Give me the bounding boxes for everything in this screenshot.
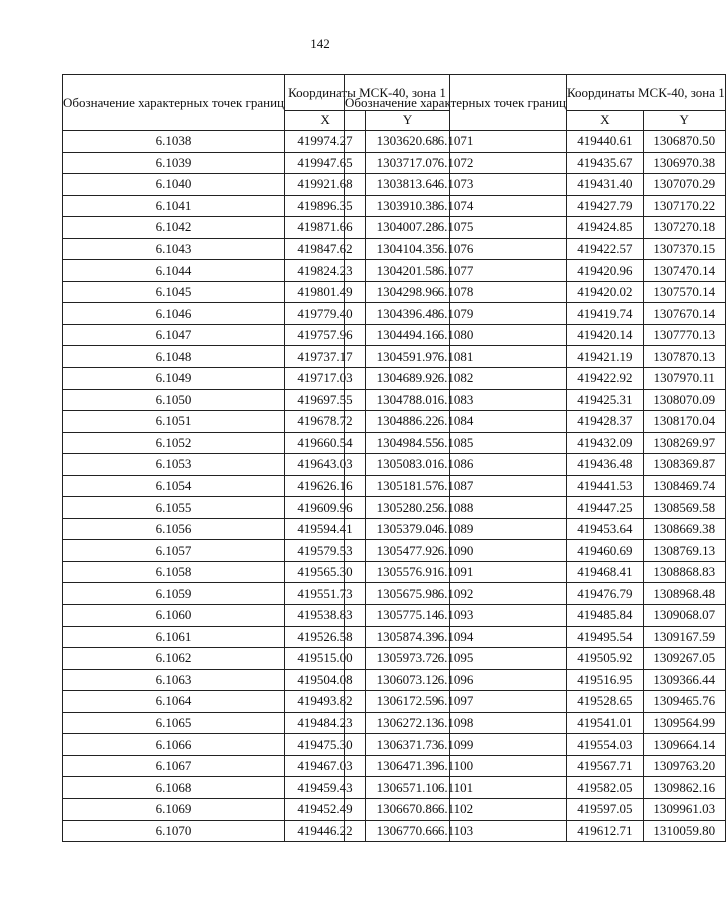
table-row [345, 712, 726, 734]
table-row [345, 561, 726, 583]
x-coordinate-cell: 419757.96 [285, 324, 366, 346]
x-coordinate-cell: 419447.25 [567, 497, 644, 519]
point-id-cell: 6.1083 [345, 389, 567, 411]
table-row [345, 540, 726, 562]
x-coordinate-cell: 419467.03 [285, 755, 366, 777]
point-id-cell: 6.1044 [63, 260, 285, 282]
x-coordinate-cell: 419579.53 [285, 540, 366, 562]
point-id-cell: 6.1047 [63, 324, 285, 346]
table-row [345, 734, 726, 756]
point-id-cell: 6.1040 [63, 174, 285, 196]
page-number: 142 [310, 36, 330, 51]
x-coordinate-cell: 419420.96 [567, 260, 644, 282]
y-coordinate-cell: 1304494.16 [366, 324, 450, 346]
y-coordinate-cell: 1306471.39 [366, 755, 450, 777]
x-coordinate-cell: 419626.16 [285, 475, 366, 497]
point-id-cell: 6.1060 [63, 605, 285, 627]
x-coordinate-cell: 419660.54 [285, 432, 366, 454]
header-y: Y [643, 110, 725, 130]
point-id-cell: 6.1061 [63, 626, 285, 648]
y-coordinate-cell: 1306272.13 [366, 712, 450, 734]
y-coordinate-cell: 1308569.58 [643, 497, 725, 519]
x-coordinate-cell: 419554.03 [567, 734, 644, 756]
point-id-cell: 6.1089 [345, 518, 567, 540]
point-id-cell: 6.1071 [345, 131, 567, 153]
y-coordinate-cell: 1305775.14 [366, 605, 450, 627]
x-coordinate-cell: 419419.74 [567, 303, 644, 325]
point-id-cell: 6.1090 [345, 540, 567, 562]
table-row [345, 131, 726, 153]
point-id-cell: 6.1078 [345, 281, 567, 303]
x-coordinate-cell: 419582.05 [567, 777, 644, 799]
point-id-cell: 6.1070 [63, 820, 285, 842]
table-row [345, 260, 726, 282]
y-coordinate-cell: 1306670.86 [366, 798, 450, 820]
y-coordinate-cell: 1304298.96 [366, 281, 450, 303]
x-coordinate-cell: 419485.84 [567, 605, 644, 627]
table-row [345, 303, 726, 325]
y-coordinate-cell: 1305181.57 [366, 475, 450, 497]
y-coordinate-cell: 1305477.92 [366, 540, 450, 562]
point-id-cell: 6.1087 [345, 475, 567, 497]
point-id-cell: 6.1066 [63, 734, 285, 756]
y-coordinate-cell: 1309267.05 [643, 648, 725, 670]
point-id-cell: 6.1075 [345, 217, 567, 239]
x-coordinate-cell: 419824.23 [285, 260, 366, 282]
table-row [345, 174, 726, 196]
point-id-cell: 6.1048 [63, 346, 285, 368]
y-coordinate-cell: 1310059.80 [643, 820, 725, 842]
y-coordinate-cell: 1309167.59 [643, 626, 725, 648]
x-coordinate-cell: 419420.14 [567, 324, 644, 346]
point-id-cell: 6.1097 [345, 691, 567, 713]
y-coordinate-cell: 1305576.91 [366, 561, 450, 583]
y-coordinate-cell: 1309068.07 [643, 605, 725, 627]
y-coordinate-cell: 1306770.66 [366, 820, 450, 842]
point-id-cell: 6.1084 [345, 411, 567, 433]
table-row [345, 195, 726, 217]
point-id-cell: 6.1102 [345, 798, 567, 820]
table-row [345, 755, 726, 777]
point-id-cell: 6.1080 [345, 324, 567, 346]
table-row [345, 518, 726, 540]
x-coordinate-cell: 419974.27 [285, 131, 366, 153]
x-coordinate-cell: 419495.54 [567, 626, 644, 648]
x-coordinate-cell: 419428.37 [567, 411, 644, 433]
x-coordinate-cell: 419921.68 [285, 174, 366, 196]
x-coordinate-cell: 419432.09 [567, 432, 644, 454]
table-row [345, 346, 726, 368]
table-row [345, 281, 726, 303]
y-coordinate-cell: 1305874.39 [366, 626, 450, 648]
y-coordinate-cell: 1304984.55 [366, 432, 450, 454]
x-coordinate-cell: 419441.53 [567, 475, 644, 497]
table-row [345, 454, 726, 476]
point-id-cell: 6.1093 [345, 605, 567, 627]
x-coordinate-cell: 419947.65 [285, 152, 366, 174]
point-id-cell: 6.1062 [63, 648, 285, 670]
table-row [345, 152, 726, 174]
point-id-cell: 6.1058 [63, 561, 285, 583]
y-coordinate-cell: 1305280.25 [366, 497, 450, 519]
table-row [345, 648, 726, 670]
y-coordinate-cell: 1307870.13 [643, 346, 725, 368]
y-coordinate-cell: 1304201.58 [366, 260, 450, 282]
y-coordinate-cell: 1307570.14 [643, 281, 725, 303]
table-row [345, 669, 726, 691]
x-coordinate-cell: 419871.66 [285, 217, 366, 239]
point-id-cell: 6.1042 [63, 217, 285, 239]
y-coordinate-cell: 1306870.50 [643, 131, 725, 153]
point-id-cell: 6.1057 [63, 540, 285, 562]
y-coordinate-cell: 1304689.92 [366, 368, 450, 390]
x-coordinate-cell: 419612.71 [567, 820, 644, 842]
point-id-cell: 6.1049 [63, 368, 285, 390]
x-coordinate-cell: 419475.30 [285, 734, 366, 756]
x-coordinate-cell: 419468.41 [567, 561, 644, 583]
table-row [345, 238, 726, 260]
y-coordinate-cell: 1305083.01 [366, 454, 450, 476]
y-coordinate-cell: 1307370.15 [643, 238, 725, 260]
header-coordinates: Координаты МСК-40, зона 1 [285, 75, 450, 111]
y-coordinate-cell: 1304104.35 [366, 238, 450, 260]
y-coordinate-cell: 1306073.12 [366, 669, 450, 691]
y-coordinate-cell: 1308369.87 [643, 454, 725, 476]
x-coordinate-cell: 419526.58 [285, 626, 366, 648]
table-row [345, 389, 726, 411]
point-id-cell: 6.1101 [345, 777, 567, 799]
x-coordinate-cell: 419528.65 [567, 691, 644, 713]
x-coordinate-cell: 419643.03 [285, 454, 366, 476]
point-id-cell: 6.1050 [63, 389, 285, 411]
table-row [345, 432, 726, 454]
y-coordinate-cell: 1309961.03 [643, 798, 725, 820]
x-coordinate-cell: 419896.35 [285, 195, 366, 217]
point-id-cell: 6.1088 [345, 497, 567, 519]
point-id-cell: 6.1072 [345, 152, 567, 174]
point-id-cell: 6.1076 [345, 238, 567, 260]
point-id-cell: 6.1068 [63, 777, 285, 799]
table-row [345, 626, 726, 648]
x-coordinate-cell: 419476.79 [567, 583, 644, 605]
y-coordinate-cell: 1306571.10 [366, 777, 450, 799]
point-id-cell: 6.1099 [345, 734, 567, 756]
point-id-cell: 6.1085 [345, 432, 567, 454]
point-id-cell: 6.1043 [63, 238, 285, 260]
point-id-cell: 6.1038 [63, 131, 285, 153]
x-coordinate-cell: 419421.19 [567, 346, 644, 368]
y-coordinate-cell: 1307470.14 [643, 260, 725, 282]
point-id-cell: 6.1092 [345, 583, 567, 605]
point-id-cell: 6.1091 [345, 561, 567, 583]
x-coordinate-cell: 419538.83 [285, 605, 366, 627]
header-x: X [567, 110, 644, 130]
table-row [345, 411, 726, 433]
point-id-cell: 6.1098 [345, 712, 567, 734]
x-coordinate-cell: 419801.49 [285, 281, 366, 303]
x-coordinate-cell: 419422.92 [567, 368, 644, 390]
point-id-cell: 6.1073 [345, 174, 567, 196]
x-coordinate-cell: 419460.69 [567, 540, 644, 562]
y-coordinate-cell: 1306371.73 [366, 734, 450, 756]
x-coordinate-cell: 419678.72 [285, 411, 366, 433]
x-coordinate-cell: 419504.08 [285, 669, 366, 691]
table-row [345, 820, 726, 842]
point-id-cell: 6.1094 [345, 626, 567, 648]
header-point-label: Обозначение характерных точек границ [63, 75, 285, 131]
x-coordinate-cell: 419847.62 [285, 238, 366, 260]
y-coordinate-cell: 1304788.01 [366, 389, 450, 411]
x-coordinate-cell: 419609.96 [285, 497, 366, 519]
point-id-cell: 6.1059 [63, 583, 285, 605]
x-coordinate-cell: 419597.05 [567, 798, 644, 820]
point-id-cell: 6.1053 [63, 454, 285, 476]
table-row [345, 497, 726, 519]
y-coordinate-cell: 1309564.99 [643, 712, 725, 734]
y-coordinate-cell: 1309862.16 [643, 777, 725, 799]
header-y: Y [366, 110, 450, 130]
y-coordinate-cell: 1308669.38 [643, 518, 725, 540]
table-row [345, 324, 726, 346]
point-id-cell: 6.1103 [345, 820, 567, 842]
x-coordinate-cell: 419737.17 [285, 346, 366, 368]
y-coordinate-cell: 1305379.04 [366, 518, 450, 540]
point-id-cell: 6.1069 [63, 798, 285, 820]
point-id-cell: 6.1086 [345, 454, 567, 476]
y-coordinate-cell: 1304396.48 [366, 303, 450, 325]
x-coordinate-cell: 419422.57 [567, 238, 644, 260]
table-row [345, 368, 726, 390]
x-coordinate-cell: 419435.67 [567, 152, 644, 174]
x-coordinate-cell: 419452.49 [285, 798, 366, 820]
header-coordinates: Координаты МСК-40, зона 1 [567, 75, 726, 111]
point-id-cell: 6.1077 [345, 260, 567, 282]
header-x: X [285, 110, 366, 130]
y-coordinate-cell: 1309465.76 [643, 691, 725, 713]
y-coordinate-cell: 1308469.74 [643, 475, 725, 497]
y-coordinate-cell: 1308868.83 [643, 561, 725, 583]
point-id-cell: 6.1054 [63, 475, 285, 497]
x-coordinate-cell: 419515.00 [285, 648, 366, 670]
y-coordinate-cell: 1306970.38 [643, 152, 725, 174]
table-row [345, 798, 726, 820]
x-coordinate-cell: 419420.02 [567, 281, 644, 303]
point-id-cell: 6.1074 [345, 195, 567, 217]
y-coordinate-cell: 1308769.13 [643, 540, 725, 562]
y-coordinate-cell: 1308170.04 [643, 411, 725, 433]
x-coordinate-cell: 419424.85 [567, 217, 644, 239]
y-coordinate-cell: 1304591.97 [366, 346, 450, 368]
point-id-cell: 6.1095 [345, 648, 567, 670]
point-id-cell: 6.1063 [63, 669, 285, 691]
y-coordinate-cell: 1305675.98 [366, 583, 450, 605]
x-coordinate-cell: 419427.79 [567, 195, 644, 217]
y-coordinate-cell: 1303620.68 [366, 131, 450, 153]
y-coordinate-cell: 1305973.72 [366, 648, 450, 670]
x-coordinate-cell: 419505.92 [567, 648, 644, 670]
x-coordinate-cell: 419453.64 [567, 518, 644, 540]
y-coordinate-cell: 1304007.28 [366, 217, 450, 239]
x-coordinate-cell: 419541.01 [567, 712, 644, 734]
point-id-cell: 6.1052 [63, 432, 285, 454]
y-coordinate-cell: 1307170.22 [643, 195, 725, 217]
x-coordinate-cell: 419493.82 [285, 691, 366, 713]
y-coordinate-cell: 1303813.64 [366, 174, 450, 196]
point-id-cell: 6.1045 [63, 281, 285, 303]
y-coordinate-cell: 1309366.44 [643, 669, 725, 691]
y-coordinate-cell: 1308269.97 [643, 432, 725, 454]
point-id-cell: 6.1082 [345, 368, 567, 390]
y-coordinate-cell: 1309763.20 [643, 755, 725, 777]
x-coordinate-cell: 419484.23 [285, 712, 366, 734]
x-coordinate-cell: 419565.30 [285, 561, 366, 583]
y-coordinate-cell: 1303910.38 [366, 195, 450, 217]
y-coordinate-cell: 1307670.14 [643, 303, 725, 325]
table-row [345, 605, 726, 627]
x-coordinate-cell: 419446.22 [285, 820, 366, 842]
point-id-cell: 6.1096 [345, 669, 567, 691]
y-coordinate-cell: 1307270.18 [643, 217, 725, 239]
header-point-label: Обозначение характерных точек границ [345, 75, 567, 131]
table-row [345, 217, 726, 239]
x-coordinate-cell: 419459.43 [285, 777, 366, 799]
point-id-cell: 6.1064 [63, 691, 285, 713]
x-coordinate-cell: 419431.40 [567, 174, 644, 196]
x-coordinate-cell: 419516.95 [567, 669, 644, 691]
x-coordinate-cell: 419697.55 [285, 389, 366, 411]
point-id-cell: 6.1046 [63, 303, 285, 325]
x-coordinate-cell: 419717.03 [285, 368, 366, 390]
y-coordinate-cell: 1304886.22 [366, 411, 450, 433]
y-coordinate-cell: 1306172.59 [366, 691, 450, 713]
y-coordinate-cell: 1308070.09 [643, 389, 725, 411]
point-id-cell: 6.1079 [345, 303, 567, 325]
x-coordinate-cell: 419440.61 [567, 131, 644, 153]
table-row [345, 475, 726, 497]
x-coordinate-cell: 419567.71 [567, 755, 644, 777]
point-id-cell: 6.1039 [63, 152, 285, 174]
table-row [345, 583, 726, 605]
y-coordinate-cell: 1308968.48 [643, 583, 725, 605]
point-id-cell: 6.1056 [63, 518, 285, 540]
point-id-cell: 6.1100 [345, 755, 567, 777]
x-coordinate-cell: 419594.41 [285, 518, 366, 540]
point-id-cell: 6.1051 [63, 411, 285, 433]
y-coordinate-cell: 1307970.11 [643, 368, 725, 390]
point-id-cell: 6.1055 [63, 497, 285, 519]
point-id-cell: 6.1067 [63, 755, 285, 777]
x-coordinate-cell: 419779.40 [285, 303, 366, 325]
y-coordinate-cell: 1303717.07 [366, 152, 450, 174]
coordinates-table-right [344, 74, 726, 842]
x-coordinate-cell: 419551.73 [285, 583, 366, 605]
table-row [345, 777, 726, 799]
y-coordinate-cell: 1309664.14 [643, 734, 725, 756]
x-coordinate-cell: 419436.48 [567, 454, 644, 476]
table-row [345, 691, 726, 713]
point-id-cell: 6.1041 [63, 195, 285, 217]
y-coordinate-cell: 1307770.13 [643, 324, 725, 346]
y-coordinate-cell: 1307070.29 [643, 174, 725, 196]
table-body-right [345, 131, 726, 842]
point-id-cell: 6.1081 [345, 346, 567, 368]
x-coordinate-cell: 419425.31 [567, 389, 644, 411]
point-id-cell: 6.1065 [63, 712, 285, 734]
